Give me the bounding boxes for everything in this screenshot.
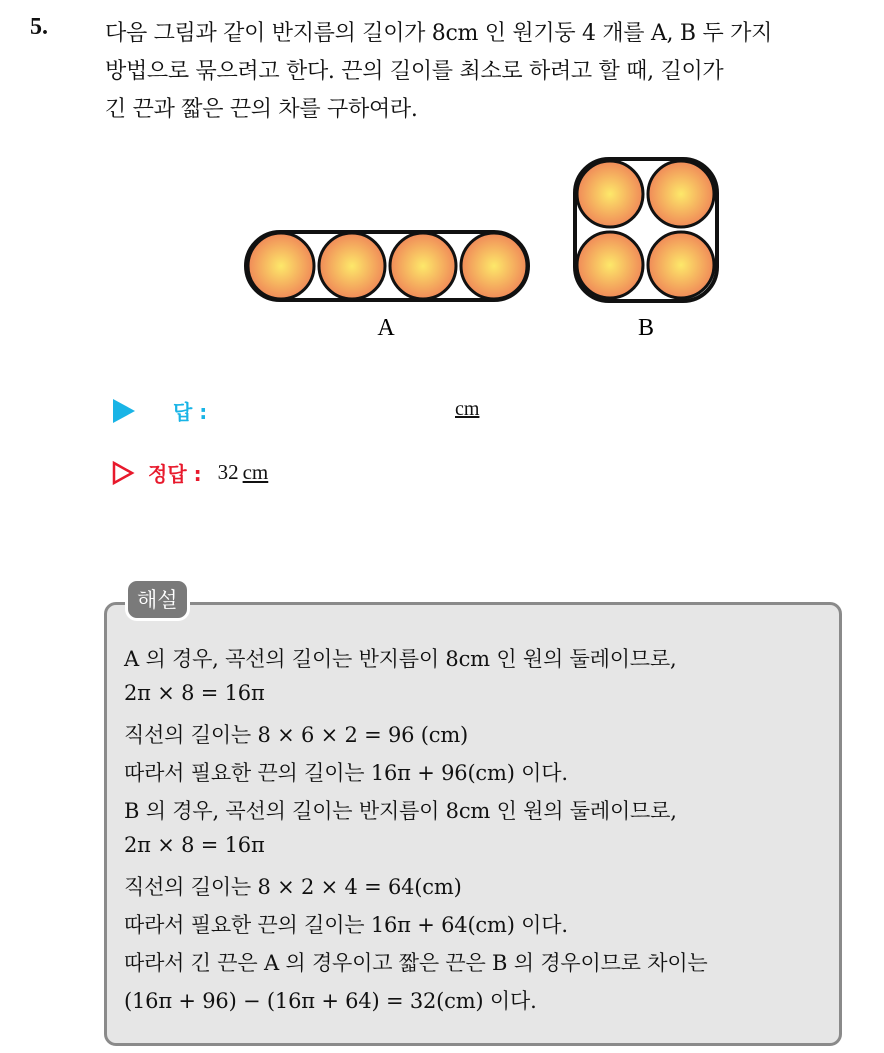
- cylinder-a-2: [319, 233, 385, 299]
- solution-tag: 해설: [128, 581, 187, 618]
- solution-line-9: 따라서 긴 끈은 A 의 경우이고 짧은 끈은 B 의 경우이므로 차이는: [124, 951, 708, 975]
- question-text-line-1: 다음 그림과 같이 반지름의 길이가 8cm 인 원기둥 4 개를 A, B 두 가지: [105, 21, 773, 46]
- cylinder-b-2: [648, 161, 714, 227]
- cylinder-b-1: [577, 161, 643, 227]
- answer-unit: cm: [455, 398, 480, 420]
- solution-line-6: 2π × 8 = 16π: [124, 833, 265, 857]
- correct-label: 정답 :: [148, 462, 202, 486]
- answer-label: 답 :: [173, 400, 208, 424]
- correct-answer-row: [111, 458, 268, 487]
- cylinder-a-1: [248, 233, 314, 299]
- play-triangle-icon: [113, 399, 135, 423]
- solution-line-7: 직선의 길이는 8 × 2 × 4 = 64(cm): [124, 875, 462, 899]
- figure-b: [575, 159, 717, 341]
- solution-line-3: 직선의 길이는 8 × 6 × 2 = 96 (cm): [124, 723, 469, 747]
- cylinder-bundle-figure: [0, 0, 884, 360]
- question-text-line-3: 긴 끈과 짧은 끈의 차를 구하여라.: [105, 97, 418, 122]
- cylinder-b-4: [648, 232, 714, 298]
- cylinder-a-3: [390, 233, 456, 299]
- question-number: 5.: [30, 14, 48, 40]
- solution-line-8: 따라서 필요한 끈의 길이는 16π + 64(cm) 이다.: [124, 913, 568, 937]
- question-text-line-2: 방법으로 묶으려고 한다. 끈의 길이를 최소로 하려고 할 때, 길이가: [105, 59, 724, 84]
- answer-row: [113, 396, 207, 425]
- solution-line-2: 2π × 8 = 16π: [124, 681, 265, 705]
- solution-line-5: B 의 경우, 곡선의 길이는 반지름이 8cm 인 원의 둘레이므로,: [124, 799, 677, 823]
- solution-line-10: (16π + 96) − (16π + 64) = 32(cm) 이다.: [124, 989, 537, 1013]
- solution-line-1: A 의 경우, 곡선의 길이는 반지름이 8cm 인 원의 둘레이므로,: [124, 647, 677, 671]
- figure-b-label: B: [637, 315, 655, 341]
- correct-value: 32: [217, 460, 239, 484]
- outline-triangle-icon: [111, 460, 135, 486]
- correct-unit: cm: [242, 460, 269, 484]
- figure-a: [246, 232, 528, 341]
- cylinder-b-3: [577, 232, 643, 298]
- figure-a-label: A: [377, 315, 395, 341]
- cylinder-a-4: [461, 233, 527, 299]
- solution-line-4: 따라서 필요한 끈의 길이는 16π + 96(cm) 이다.: [124, 761, 568, 785]
